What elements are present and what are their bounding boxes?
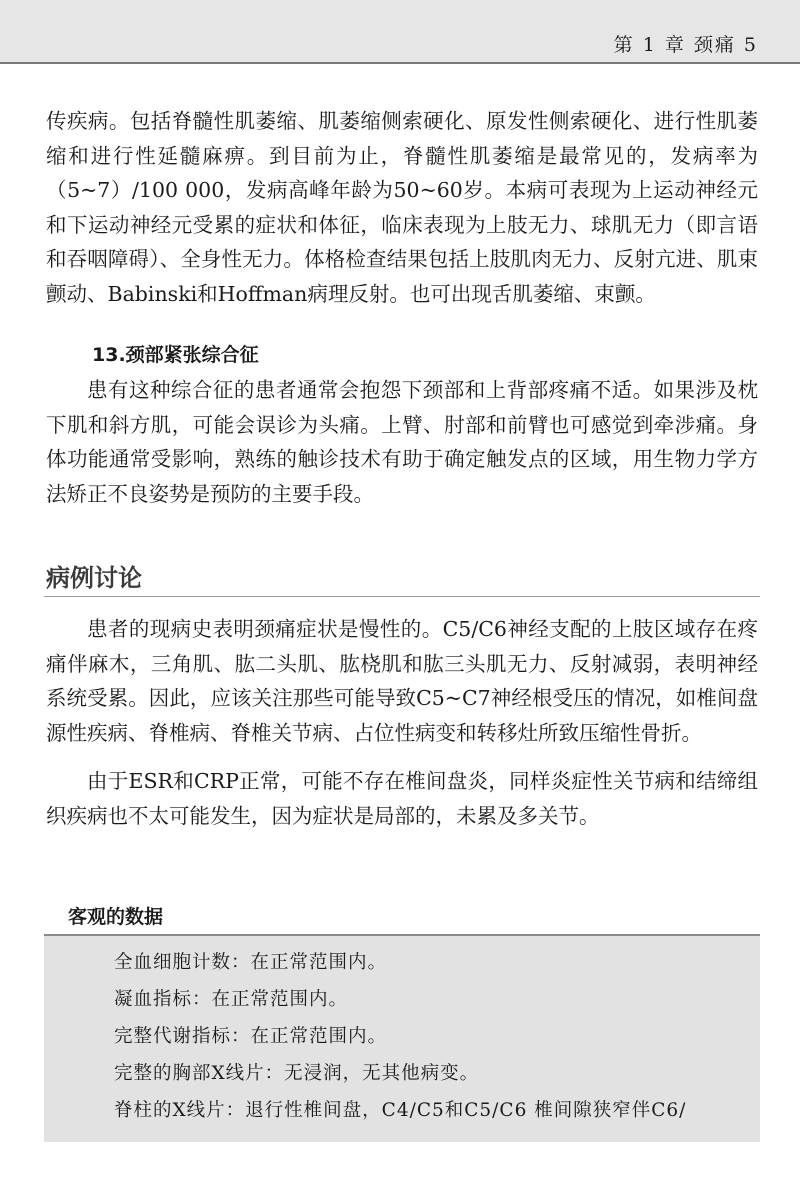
- case-paragraph-1: 患者的现病史表明颈痛症状是慢性的。C5/C6神经支配的上肢区域存在疼痛伴麻木，三角肌、肱二头肌、肱桡肌和肱三头肌无力、反射减弱，表明神经系统受累。因此，应该关注那些可能导致C5~C7神经根受压的情况，如椎间盘源性疾病、脊椎病、脊椎关节病、占位性病变和转移灶所致压缩性骨折。: [46, 617, 758, 745]
- objective-data-item: 凝血指标：在正常范围内。: [114, 989, 349, 1010]
- subsection-title: 13.颈部紧张综合征: [92, 344, 259, 366]
- section-divider: [44, 596, 760, 597]
- subsection-paragraph: 患有这种综合征的患者通常会抱怨下颈部和上背部疼痛不适。如果涉及枕下肌和斜方肌，可能会误诊为头痛。上臂、肘部和前臂也可感觉到牵涉痛。身体功能通常受影响，熟练的触诊技术有助于确定触发点的区域，用生物力学方法矫正不良姿势是预防的主要手段。: [46, 378, 758, 506]
- objective-data-item: 脊柱的X线片：退行性椎间盘，C4/C5和C5/C6 椎间隙狭窄伴C6/: [114, 1100, 687, 1121]
- objective-data-item: 完整的胸部X线片：无浸润，无其他病变。: [114, 1063, 480, 1084]
- subsection-paragraph-block: [46, 373, 758, 511]
- case-discussion-block: [46, 612, 758, 833]
- intro-paragraph-block: [46, 104, 758, 311]
- objective-data-item: 完整代谢指标：在正常范围内。: [114, 1026, 388, 1047]
- running-header: [0, 0, 800, 62]
- header-divider: [0, 62, 800, 64]
- case-paragraph-2: 由于ESR和CRP正常，可能不存在椎间盘炎，同样炎症性关节病和结缔组织疾病也不太可能发生，因为症状是局部的，未累及多关节。: [46, 769, 758, 828]
- objective-data-list: [114, 944, 754, 1129]
- objective-data-item: 全血细胞计数：在正常范围内。: [114, 952, 388, 973]
- objective-data-label: 客观的数据: [68, 906, 164, 928]
- section-title: 病例讨论: [46, 564, 142, 592]
- chapter-header: 第 1 章 颈痛 5: [613, 34, 758, 56]
- intro-paragraph: 传疾病。包括脊髓性肌萎缩、肌萎缩侧索硬化、原发性侧索硬化、进行性肌萎缩和进行性延髓麻痹。到目前为止，脊髓性肌萎缩是最常见的，发病率为（5~7）/100 000，发病高峰年龄为50~60岁。本病可表现为上运动神经元和下运动神经元受累的症状和体征，临床表现为上肢无力、球肌无力（即言语和吞咽障碍）、全身性无力。体格检查结果包括上肢肌肉无力、反射亢进、肌束颤动、Babinski和Hoffman病理反射。也可出现舌肌萎缩、束颤。: [46, 109, 758, 306]
